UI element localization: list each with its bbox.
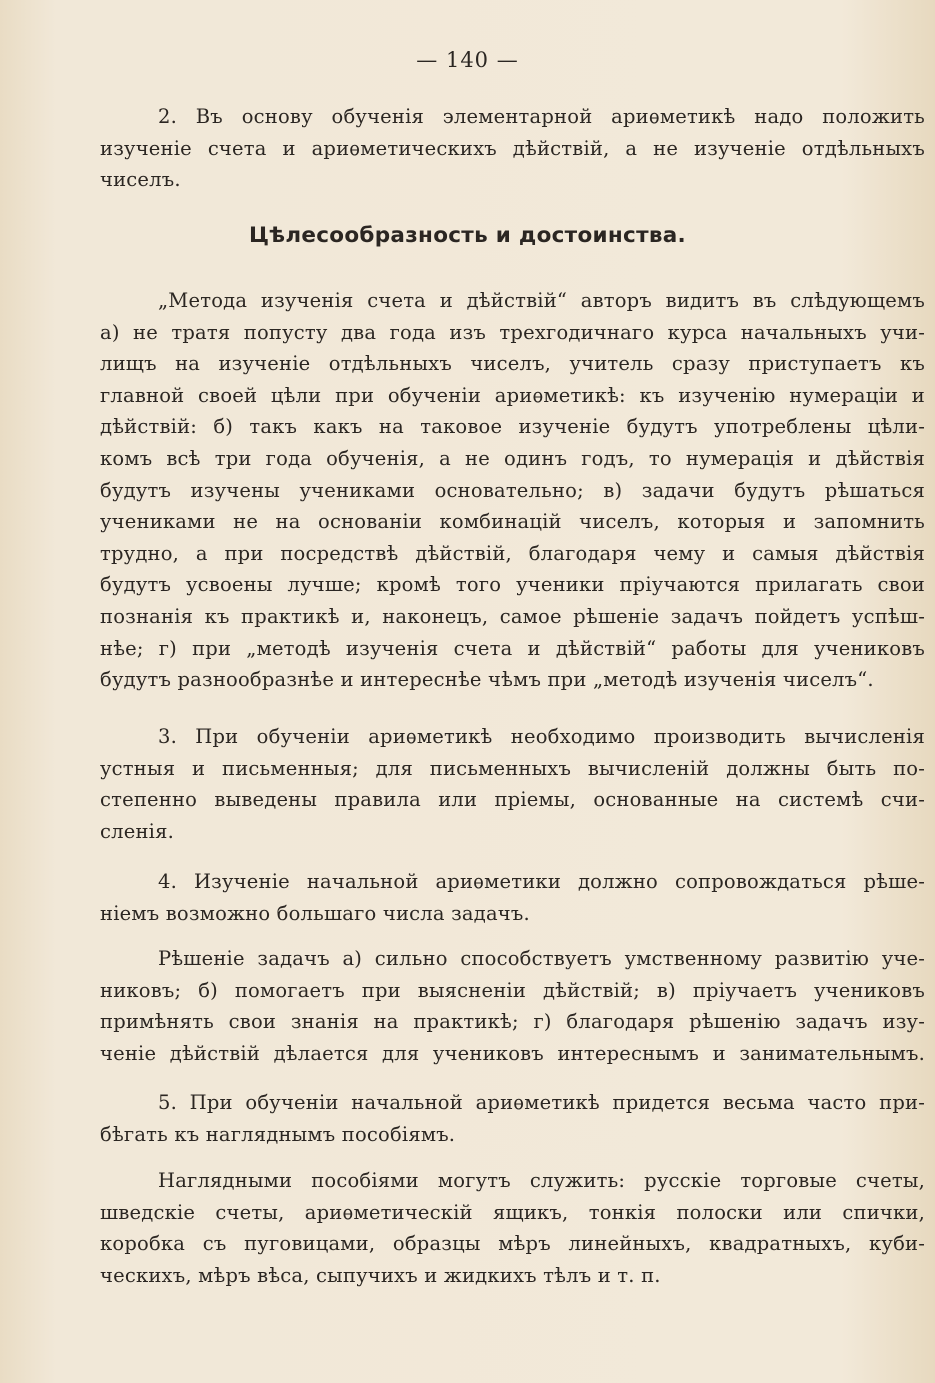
text-line: Наглядными пособіями могутъ служить: русскіе торговые счеты, xyxy=(158,1169,925,1192)
text-line: учениками не на основаніи комбинацій чиселъ, которыя и запомнить xyxy=(100,510,925,534)
text-line: будутъ усвоены лучше; кромѣ того ученики пріучаются прилагать свои xyxy=(100,573,925,597)
text-line: изученіе счета и ариѳметическихъ дѣйствій, а не изученіе отдѣльныхъ xyxy=(100,136,925,160)
text-line: лищъ на изученіе отдѣльныхъ чиселъ, учитель сразу приступаетъ къ xyxy=(100,352,925,376)
paragraph-visual-aids xyxy=(100,1165,925,1291)
text-line: будутъ разнообразнѣе и интереснѣе чѣмъ при „методѣ изученія чиселъ“. xyxy=(100,668,874,692)
text-line: устныя и письменныя; для письменныхъ вычисленій должны быть по- xyxy=(100,756,925,780)
text-line: чиселъ. xyxy=(100,168,181,192)
text-line: комъ всѣ три года обученія, а не одинъ годъ, то нумерація и дѣйствія xyxy=(100,446,925,470)
paragraph-2 xyxy=(100,101,925,196)
text-line: 5. При обученіи начальной ариѳметикѣ придется весьма часто при- xyxy=(158,1091,925,1114)
text-line: никовъ; б) помогаетъ при выясненіи дѣйствій; в) пріучаетъ учениковъ xyxy=(100,978,925,1002)
text-line: примѣнять свои знанія на практикѣ; г) благодаря рѣшенію задачъ изу- xyxy=(100,1010,925,1034)
section-heading: Цѣлесообразность и достоинства. xyxy=(248,223,687,248)
page-number: — 140 — xyxy=(416,48,519,72)
text-line: ченіе дѣйствій дѣлается для учениковъ интереснымъ и занимательнымъ. xyxy=(100,1041,925,1065)
text-line: трудно, а при посредствѣ дѣйствій, благодаря чему и самыя дѣйствія xyxy=(100,541,925,565)
text-line: сленія. xyxy=(100,819,174,843)
paragraph-5 xyxy=(100,1087,925,1150)
text-line: а) не тратя попусту два года изъ трехгодичнаго курса начальныхъ учи- xyxy=(100,320,925,344)
text-line: будутъ изучены учениками основательно; в) задачи будутъ рѣшаться xyxy=(100,478,925,502)
text-line: Рѣшеніе задачъ а) сильно способствуетъ умственному развитію уче- xyxy=(158,947,925,970)
text-line: 3. При обученіи ариѳметикѣ необходимо производить вычисленія xyxy=(158,725,925,748)
text-line: ческихъ, мѣръ вѣса, сыпучихъ и жидкихъ тѣлъ и т. п. xyxy=(100,1263,661,1287)
text-line: дѣйствій: б) такъ какъ на таковое изученіе будутъ употреблены цѣли- xyxy=(100,415,925,439)
text-line: степенно выведены правила или пріемы, основанные на системѣ счи- xyxy=(100,788,925,812)
paragraph-3 xyxy=(100,721,925,847)
paragraph-problem-solving xyxy=(100,943,925,1069)
text-line: познанія къ практикѣ и, наконецъ, самое рѣшеніе задачъ пойдетъ успѣш- xyxy=(100,604,925,628)
text-line: нѣе; г) при „методѣ изученія счета и дѣйствій“ работы для учениковъ xyxy=(100,636,925,660)
text-line: 2. Въ основу обученія элементарной ариѳметикѣ надо положить xyxy=(158,105,925,128)
text-line: ніемъ возможно большаго числа задачъ. xyxy=(100,901,530,925)
paragraph-4 xyxy=(100,866,925,929)
text-line: 4. Изученіе начальной ариѳметики должно сопровождаться рѣше- xyxy=(158,870,925,893)
text-line: коробка съ пуговицами, образцы мѣръ линейныхъ, квадратныхъ, куби- xyxy=(100,1232,925,1256)
text-line: шведскіе счеты, ариѳметическій ящикъ, тонкія полоски или спички, xyxy=(100,1200,925,1224)
text-line: бѣгать къ нагляднымъ пособіямъ. xyxy=(100,1122,456,1146)
text-line: главной своей цѣли при обученіи ариѳметикѣ: къ изученію нумераціи и xyxy=(100,383,925,407)
paragraph-method xyxy=(100,285,925,696)
text-line: „Метода изученія счета и дѣйствій“ авторъ видитъ въ слѣдующемъ xyxy=(158,289,925,312)
